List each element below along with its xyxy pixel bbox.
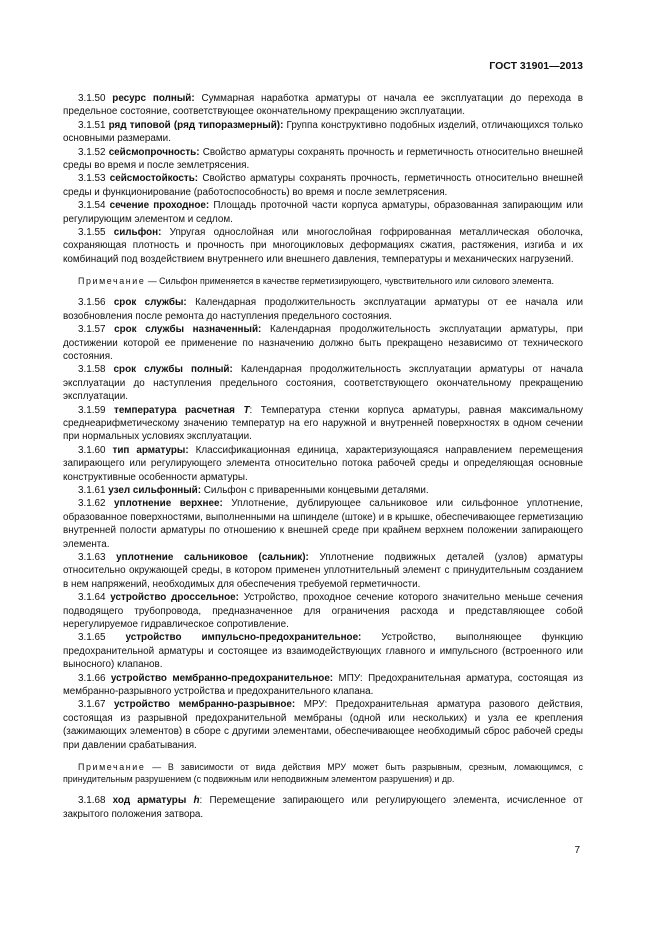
definition-item xyxy=(63,444,583,484)
note-text: — Сильфон применяется в качестве герметизирующего, чувствительного или силового элемента. xyxy=(145,276,554,287)
definition-item xyxy=(63,363,583,403)
definition-text: Календарная продолжительность эксплуатации арматуры от ее начала или возобновления после ремонта до наступления предельного состояния. xyxy=(63,297,584,322)
definition-item xyxy=(63,794,583,821)
definition-number: 3.1.59 xyxy=(78,404,106,416)
definition-term: устройство импульсно-предохранительное: xyxy=(125,632,362,644)
definition-item xyxy=(63,119,583,146)
definition-term: срок службы назначенный: xyxy=(114,324,262,336)
note-label: Примечание xyxy=(78,276,146,287)
definition-text: Упругая однослойная или многослойная гофрированная металлическая оболочка, сохраняющая плотность и прочность при многоцикловых деформациях сжатия, растяжения, изгиба и их комбинаций под воздействием внутреннего или внешнего давления, температуры и механических нагрузений. xyxy=(63,227,583,265)
definition-item xyxy=(63,296,583,323)
definition-text: Группа конструктивно подобных изделий, отличающихся только основными размерами. xyxy=(63,119,584,145)
definition-number: 3.1.62 xyxy=(78,498,106,510)
definition-term: срок службы: xyxy=(113,297,187,309)
definition-item xyxy=(63,672,583,699)
definition-item xyxy=(63,404,583,444)
definition-number: 3.1.58 xyxy=(78,364,106,376)
definition-term: сейсмопрочность: xyxy=(108,146,200,158)
definition-text: Уплотнение подвижных деталей (узлов) арматуры относительно окружающей среды, в котором применен уплотнительный элемент с принудительным созданием в нем напряжений, необходимых для обеспечения требуемой герметичности. xyxy=(63,552,583,590)
definition-number: 3.1.64 xyxy=(78,592,106,604)
definition-item xyxy=(63,323,583,363)
page-number: 7 xyxy=(574,845,580,856)
definition-symbol: h xyxy=(193,795,200,807)
definition-term: ресурс полный: xyxy=(112,93,195,104)
note-label: Примечание xyxy=(78,762,146,773)
definition-term: устройство мембранно-разрывное: xyxy=(114,699,296,711)
definition-item xyxy=(63,172,583,199)
definition-item xyxy=(63,226,583,266)
definition-item xyxy=(63,551,583,591)
definition-text: Свойство арматуры сохранять прочность и герметичность относительно внешней среды во время и после землетрясения. xyxy=(63,146,584,172)
definition-text: Устройство, проходное сечение которого значительно меньше сечения подводящего трубопровода, предназначенное для ограничения расхода и представляющее собой нерегулируемое гидравлическое сопротивление. xyxy=(63,592,583,631)
note-text: — В зависимости от вида действия МРУ может быть разрывным, срезным, ломающимся, с принудительным разрушением (с подвижным или неподвижным элементом разрушения) и др. xyxy=(63,762,583,785)
definition-text: : Температура стенки корпуса арматуры, равная максимальному среднеарифметическому значению температур на его наружной и внутренней поверхностях в одном сечении при нормальных условиях эксплуатации. xyxy=(63,404,583,443)
definition-number: 3.1.67 xyxy=(78,699,106,711)
definition-term: ряд типовой (ряд типоразмерный): xyxy=(108,119,284,131)
definition-number: 3.1.65 xyxy=(78,632,106,644)
definition-item xyxy=(63,698,583,752)
definition-text: Площадь проточной части корпуса арматуры, образованная запирающим или регулирующим элементом и седлом. xyxy=(63,200,583,225)
definition-term: тип арматуры: xyxy=(112,444,189,456)
definition-symbol: T xyxy=(243,404,250,416)
definition-item xyxy=(63,591,583,631)
definition-text: : Перемещение запирающего или регулирующего элемента, исчисленное от закрытого положения затвора. xyxy=(63,795,583,820)
definition-number: 3.1.60 xyxy=(78,444,106,456)
doc-header: ГОСТ 31901—2013 xyxy=(489,60,583,72)
definition-text: Сильфон с приваренными концевыми деталями. xyxy=(201,484,429,496)
definition-item xyxy=(63,484,583,497)
definition-item xyxy=(63,146,583,173)
definition-item xyxy=(63,199,583,226)
definition-number: 3.1.66 xyxy=(78,672,106,684)
definitions-group-2 xyxy=(63,296,583,752)
definition-number: 3.1.61 xyxy=(78,484,106,496)
definition-term: срок службы полный: xyxy=(113,364,233,376)
definition-text: Устройство, выполняющее функцию предохранительной арматуры и состоящее из взаимодействующих главного и импульсного (встроенного или выносного) клапанов. xyxy=(63,632,583,671)
definition-text: Суммарная наработка арматуры от начала ее эксплуатации до перехода в предельное состояние, соответствующее окончательному прекращению эксплуатации. xyxy=(63,93,584,118)
note-bellows xyxy=(63,275,583,287)
definition-term: ход арматуры xyxy=(112,795,187,807)
definition-term: сильфон: xyxy=(113,227,162,239)
definition-term: температура расчетная xyxy=(114,404,235,416)
definition-item xyxy=(63,497,583,551)
definition-item xyxy=(63,92,583,119)
definition-number: 3.1.55 xyxy=(78,227,106,239)
doc-content xyxy=(63,92,583,821)
definition-term: уплотнение сальниковое (сальник): xyxy=(116,552,309,563)
definition-term: устройство мембранно-предохранительное: xyxy=(110,672,334,684)
definition-text: Классификационная единица, характеризующаяся направлением перемещения запирающего или регулирующего элемента относительно потока рабочей среды и определяющая основные конструктивные особенности арматуры. xyxy=(63,444,584,483)
definition-number: 3.1.63 xyxy=(78,552,106,563)
definition-term: уплотнение верхнее: xyxy=(113,498,223,510)
definition-number: 3.1.68 xyxy=(78,795,106,807)
definition-number: 3.1.52 xyxy=(78,146,106,158)
definition-number: 3.1.51 xyxy=(78,119,106,131)
definition-number: 3.1.54 xyxy=(78,200,106,212)
definition-text: Календарная продолжительность эксплуатации арматуры от начала эксплуатации до наступления предельного состояния, соответствующего окончательному прекращению эксплуатации. xyxy=(63,364,583,403)
definition-term: устройство дроссельное: xyxy=(110,592,239,604)
definition-number: 3.1.57 xyxy=(78,324,106,336)
definition-text: МРУ: Предохранительная арматура разового действия, состоящая из разрывной предохранительной мембраны (одной или нескольких) и узла ее крепления (зажимающих элементов) в сборе с другими элементами, обеспечивающее необходимый сброс рабочей среды при давлении срабатывания. xyxy=(63,699,583,751)
definition-text: МПУ: Предохранительная арматура, состоящая из мембранно-разрывного устройства и предохранительного клапана. xyxy=(63,672,584,698)
definition-term: сейсмостойкость: xyxy=(109,173,199,185)
definition-number: 3.1.50 xyxy=(78,93,106,104)
definitions-group-1 xyxy=(63,92,583,266)
definition-number: 3.1.56 xyxy=(78,297,106,309)
definition-text: Уплотнение, дублирующее сальниковое или сильфонное уплотнение, образованное поверхностями, выполненными на шпинделе (штоке) и в крышке, обеспечивающее герметизацию внутренней полости арматуры по отношению к внешней среде при крайнем верхнем положении запирающего элемента. xyxy=(63,498,583,550)
definition-item xyxy=(63,631,583,671)
definition-term: сечение проходное: xyxy=(109,200,210,212)
note-mru xyxy=(63,761,583,785)
definition-number: 3.1.53 xyxy=(78,173,106,185)
definition-text: Календарная продолжительность эксплуатации арматуры, при достижении которой ее применение по назначению должно быть прекращено независимо от технического состояния. xyxy=(63,324,583,362)
definition-text: Свойство арматуры сохранять прочность, герметичность относительно внешней среды и функционирование (работоспособность) во время и после землетрясения. xyxy=(63,173,583,198)
definition-term: узел сильфонный: xyxy=(108,484,202,496)
definitions-group-3 xyxy=(63,794,583,821)
